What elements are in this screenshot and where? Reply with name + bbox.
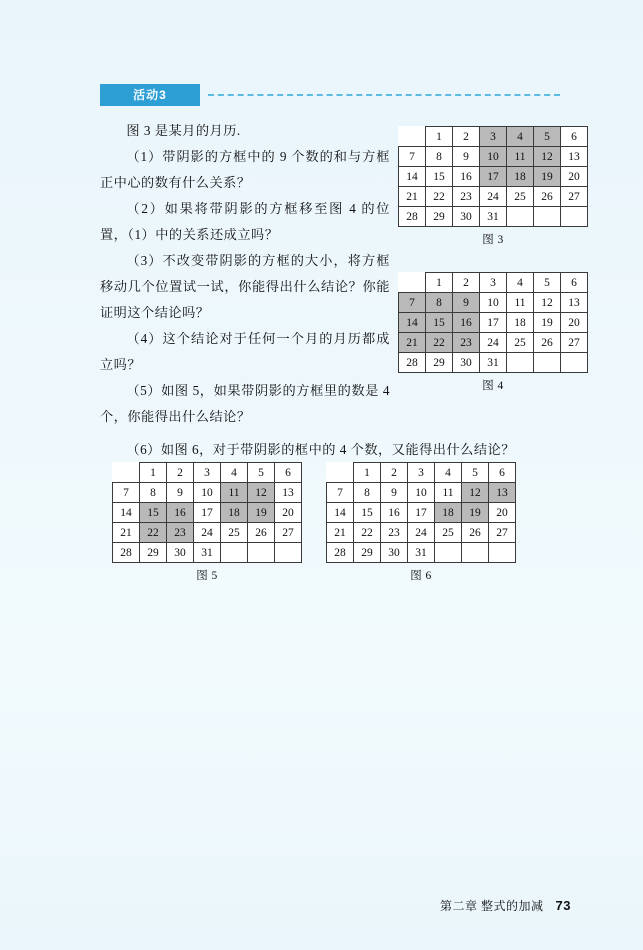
body-line-q4: （4）这个结论对于任何一个月的月历都成立吗？ <box>100 331 390 372</box>
calendar-row <box>113 463 302 483</box>
calendar-table <box>398 126 588 227</box>
calendar-cell: 12 <box>534 293 561 313</box>
calendar-table <box>398 272 588 373</box>
calendar-cell: 2 <box>453 273 480 293</box>
calendar-cell: 27 <box>489 523 516 543</box>
calendar-cell-shaded: 16 <box>167 503 194 523</box>
calendar-cell: 30 <box>381 543 408 563</box>
calendar-table <box>112 462 302 563</box>
calendar-cell-shaded: 15 <box>140 503 167 523</box>
calendar-cell: 6 <box>561 127 588 147</box>
calendar-cell: 24 <box>408 523 435 543</box>
calendar-cell: 27 <box>561 333 588 353</box>
calendar-cell: 30 <box>453 207 480 227</box>
calendar-cell-shaded: 18 <box>507 167 534 187</box>
calendar-cell: 16 <box>453 167 480 187</box>
calendar-cell <box>435 543 462 563</box>
calendar-cell: 10 <box>480 293 507 313</box>
calendar-cell: 5 <box>534 273 561 293</box>
body-line-q2: （2）如果将带阴影的方框移至图 4 的位置，（1）中的关系还成立吗？ <box>100 201 390 242</box>
calendar-cell: 15 <box>354 503 381 523</box>
calendar-cell-empty <box>399 273 426 293</box>
calendar-row <box>327 483 516 503</box>
calendar-cell: 3 <box>194 463 221 483</box>
body-text-column <box>100 118 390 430</box>
calendar-cell: 4 <box>221 463 248 483</box>
body-line-intro: 图 3 是某月的月历. <box>126 123 241 138</box>
calendar-cell <box>534 353 561 373</box>
calendar-row <box>399 127 588 147</box>
calendar-cell-shaded: 12 <box>534 147 561 167</box>
calendar-cell-shaded: 9 <box>453 293 480 313</box>
calendar-cell: 31 <box>408 543 435 563</box>
calendar-cell: 24 <box>194 523 221 543</box>
calendar-figure-6 <box>326 462 516 583</box>
calendar-cell: 25 <box>435 523 462 543</box>
calendar-cell-shaded: 12 <box>248 483 275 503</box>
calendar-cell-shaded: 11 <box>221 483 248 503</box>
calendar-figure-5 <box>112 462 302 583</box>
calendar-cell: 8 <box>426 147 453 167</box>
calendar-cell: 2 <box>167 463 194 483</box>
calendar-cell: 17 <box>194 503 221 523</box>
calendar-cell-shaded: 12 <box>462 483 489 503</box>
calendar-cell-empty <box>399 127 426 147</box>
calendar-cell: 16 <box>381 503 408 523</box>
calendar-cell-shaded: 23 <box>167 523 194 543</box>
calendar-cell: 23 <box>453 187 480 207</box>
calendar-cell: 13 <box>561 293 588 313</box>
calendar-cell-shaded: 5 <box>534 127 561 147</box>
calendar-cell <box>489 543 516 563</box>
calendar-cell: 25 <box>507 333 534 353</box>
calendar-cell-shaded: 11 <box>507 147 534 167</box>
figure-caption: 图 3 <box>482 234 504 246</box>
calendar-cell: 3 <box>480 273 507 293</box>
calendar-row <box>399 313 588 333</box>
calendar-cell: 1 <box>140 463 167 483</box>
activity-header <box>100 84 560 106</box>
calendar-row <box>113 543 302 563</box>
calendar-cell: 24 <box>480 333 507 353</box>
calendar-cell <box>507 207 534 227</box>
calendar-table <box>326 462 516 563</box>
figure-caption: 图 6 <box>410 570 432 582</box>
calendar-cell: 29 <box>140 543 167 563</box>
calendar-cell-shaded: 10 <box>480 147 507 167</box>
calendar-cell: 13 <box>275 483 302 503</box>
calendar-cell: 4 <box>507 273 534 293</box>
calendar-cell: 11 <box>435 483 462 503</box>
calendar-cell <box>507 353 534 373</box>
calendar-cell-shaded: 23 <box>453 333 480 353</box>
calendar-cell: 14 <box>113 503 140 523</box>
calendar-cell: 15 <box>426 167 453 187</box>
page-footer <box>440 897 571 914</box>
calendar-cell: 7 <box>113 483 140 503</box>
calendar-row <box>399 293 588 313</box>
calendar-cell-shaded: 19 <box>248 503 275 523</box>
calendar-row <box>399 147 588 167</box>
calendar-cell: 3 <box>408 463 435 483</box>
calendar-cell <box>534 207 561 227</box>
calendar-cell: 31 <box>480 207 507 227</box>
body-line-q1: （1）带阴影的方框中的 9 个数的和与方框正中心的数有什么关系？ <box>100 149 390 190</box>
calendar-cell: 5 <box>248 463 275 483</box>
calendar-cell-shaded: 17 <box>480 167 507 187</box>
calendar-cell <box>221 543 248 563</box>
calendar-cell: 13 <box>561 147 588 167</box>
calendar-cell: 29 <box>426 207 453 227</box>
calendar-cell <box>275 543 302 563</box>
body-line-q6: （6）如图 6，对于带阴影的框中的 4 个数，又能得出什么结论？ <box>126 442 515 457</box>
calendar-cell: 28 <box>399 353 426 373</box>
activity-divider <box>208 94 560 96</box>
calendar-cell <box>462 543 489 563</box>
calendar-cell-shaded: 16 <box>453 313 480 333</box>
calendar-cell: 28 <box>327 543 354 563</box>
figure-caption: 图 5 <box>196 570 218 582</box>
calendar-cell-shaded: 19 <box>534 167 561 187</box>
calendar-row <box>399 207 588 227</box>
calendar-cell: 24 <box>480 187 507 207</box>
calendar-cell-shaded: 3 <box>480 127 507 147</box>
calendar-row <box>399 187 588 207</box>
calendar-cell: 8 <box>140 483 167 503</box>
calendar-body-2 <box>113 463 302 563</box>
calendar-cell-shaded: 15 <box>426 313 453 333</box>
calendar-cell <box>248 543 275 563</box>
calendar-cell: 9 <box>381 483 408 503</box>
calendar-row <box>399 167 588 187</box>
body-line-q3: （3）不改变带阴影的方框的大小，将方框移动几个位置试一试，你能得出什么结论？你能证明这个结论吗？ <box>100 253 390 320</box>
calendar-cell: 20 <box>489 503 516 523</box>
calendar-cell: 20 <box>561 167 588 187</box>
calendar-row <box>399 273 588 293</box>
calendar-cell: 26 <box>462 523 489 543</box>
calendar-cell: 1 <box>426 127 453 147</box>
calendar-cell: 7 <box>327 483 354 503</box>
calendar-cell: 27 <box>275 523 302 543</box>
calendar-cell: 29 <box>354 543 381 563</box>
calendar-cell <box>561 207 588 227</box>
calendar-figure-4 <box>398 272 588 393</box>
calendar-row <box>327 523 516 543</box>
calendar-row <box>399 353 588 373</box>
calendar-cell: 10 <box>194 483 221 503</box>
calendar-row <box>399 333 588 353</box>
calendar-cell-shaded: 22 <box>426 333 453 353</box>
calendar-cell-shaded: 18 <box>435 503 462 523</box>
calendar-cell: 21 <box>327 523 354 543</box>
calendar-cell: 21 <box>113 523 140 543</box>
footer-page-number: 73 <box>555 898 571 913</box>
calendar-cell: 30 <box>453 353 480 373</box>
calendar-row <box>327 543 516 563</box>
calendar-cell: 14 <box>399 167 426 187</box>
calendar-cell: 22 <box>426 187 453 207</box>
calendar-cell: 6 <box>275 463 302 483</box>
calendar-cell: 4 <box>435 463 462 483</box>
calendar-cell: 7 <box>399 147 426 167</box>
calendar-cell: 17 <box>480 313 507 333</box>
calendar-cell-shaded: 13 <box>489 483 516 503</box>
calendar-cell: 27 <box>561 187 588 207</box>
calendar-row <box>113 503 302 523</box>
calendar-cell: 14 <box>327 503 354 523</box>
calendar-cell-shaded: 7 <box>399 293 426 313</box>
calendar-cell: 5 <box>462 463 489 483</box>
calendar-cell-shaded: 22 <box>140 523 167 543</box>
calendar-cell: 10 <box>408 483 435 503</box>
calendar-cell: 9 <box>453 147 480 167</box>
calendar-cell: 26 <box>248 523 275 543</box>
calendar-cell: 31 <box>194 543 221 563</box>
calendar-cell: 11 <box>507 293 534 313</box>
calendar-cell: 20 <box>561 313 588 333</box>
calendar-cell: 29 <box>426 353 453 373</box>
calendar-cell: 20 <box>275 503 302 523</box>
calendar-cell: 31 <box>480 353 507 373</box>
calendar-cell: 18 <box>507 313 534 333</box>
calendar-row <box>327 503 516 523</box>
calendar-cell: 2 <box>453 127 480 147</box>
calendar-cell-shaded: 19 <box>462 503 489 523</box>
calendar-cell: 30 <box>167 543 194 563</box>
body-line-q5: （5）如图 5，如果带阴影的方框里的数是 4 个，你能得出什么结论？ <box>100 383 390 424</box>
calendar-cell: 23 <box>381 523 408 543</box>
calendar-body-3 <box>327 463 516 563</box>
calendar-cell: 6 <box>561 273 588 293</box>
calendar-cell: 21 <box>399 187 426 207</box>
calendar-cell: 19 <box>534 313 561 333</box>
calendar-cell: 26 <box>534 333 561 353</box>
calendar-row <box>113 523 302 543</box>
calendar-figure-3 <box>398 126 588 247</box>
calendar-cell: 17 <box>408 503 435 523</box>
calendar-row <box>327 463 516 483</box>
calendar-cell-shaded: 14 <box>399 313 426 333</box>
calendar-cell: 26 <box>534 187 561 207</box>
calendar-cell-shaded: 4 <box>507 127 534 147</box>
calendar-cell: 28 <box>399 207 426 227</box>
calendar-cell-empty <box>113 463 140 483</box>
calendar-cell-shaded: 18 <box>221 503 248 523</box>
calendar-row <box>113 483 302 503</box>
calendar-cell: 9 <box>167 483 194 503</box>
calendar-cell-shaded: 21 <box>399 333 426 353</box>
calendar-cell <box>561 353 588 373</box>
calendar-body-0 <box>399 127 588 227</box>
calendar-cell: 22 <box>354 523 381 543</box>
footer-chapter: 第二章 整式的加减 <box>440 899 544 913</box>
calendar-cell: 2 <box>381 463 408 483</box>
calendar-cell: 25 <box>221 523 248 543</box>
figure-caption: 图 4 <box>482 380 504 392</box>
calendar-cell: 28 <box>113 543 140 563</box>
calendar-cell-shaded: 8 <box>426 293 453 313</box>
calendar-cell-empty <box>327 463 354 483</box>
calendar-cell: 1 <box>354 463 381 483</box>
calendar-cell: 1 <box>426 273 453 293</box>
calendar-cell: 8 <box>354 483 381 503</box>
calendar-cell: 25 <box>507 187 534 207</box>
calendar-cell: 6 <box>489 463 516 483</box>
activity-tag: 活动3 <box>100 84 200 106</box>
calendar-body-1 <box>399 273 588 373</box>
